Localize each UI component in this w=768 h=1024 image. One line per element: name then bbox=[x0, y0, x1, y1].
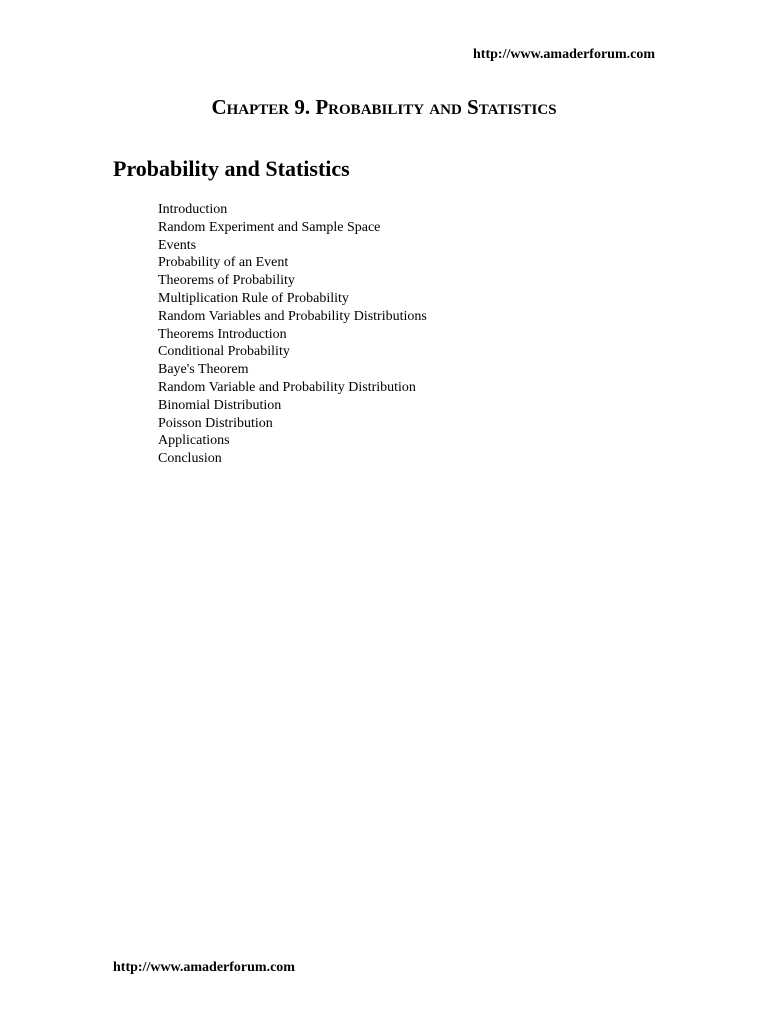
toc-item: Introduction bbox=[158, 202, 228, 217]
toc-item: Baye's Theorem bbox=[158, 362, 249, 378]
footer-url-link[interactable]: http://www.amaderforum.com bbox=[113, 960, 295, 975]
toc-list bbox=[158, 201, 427, 468]
toc-item: Events bbox=[158, 237, 197, 253]
toc-item: Random Experiment and Sample Space bbox=[158, 219, 381, 235]
toc-item: Probability of an Event bbox=[158, 255, 289, 271]
toc-item: Conditional Probability bbox=[158, 344, 290, 360]
toc-item: Random Variable and Probability Distribution bbox=[158, 379, 416, 395]
header-url-link[interactable]: http://www.amaderforum.com bbox=[473, 47, 655, 62]
toc-item: Binomial Distribution bbox=[158, 397, 282, 413]
toc-item: Applications bbox=[158, 433, 230, 449]
toc-item: Conclusion bbox=[158, 451, 222, 467]
section-heading: Probability and Statistics bbox=[113, 156, 350, 181]
toc-item: Theorems of Probability bbox=[158, 273, 295, 289]
toc-item: Random Variables and Probability Distributions bbox=[158, 308, 427, 324]
toc-item: Poisson Distribution bbox=[158, 415, 273, 431]
toc-item: Theorems Introduction bbox=[158, 326, 287, 342]
toc-item: Multiplication Rule of Probability bbox=[158, 290, 349, 306]
chapter-title: Chapter 9. Probability and Statistics bbox=[211, 95, 557, 119]
